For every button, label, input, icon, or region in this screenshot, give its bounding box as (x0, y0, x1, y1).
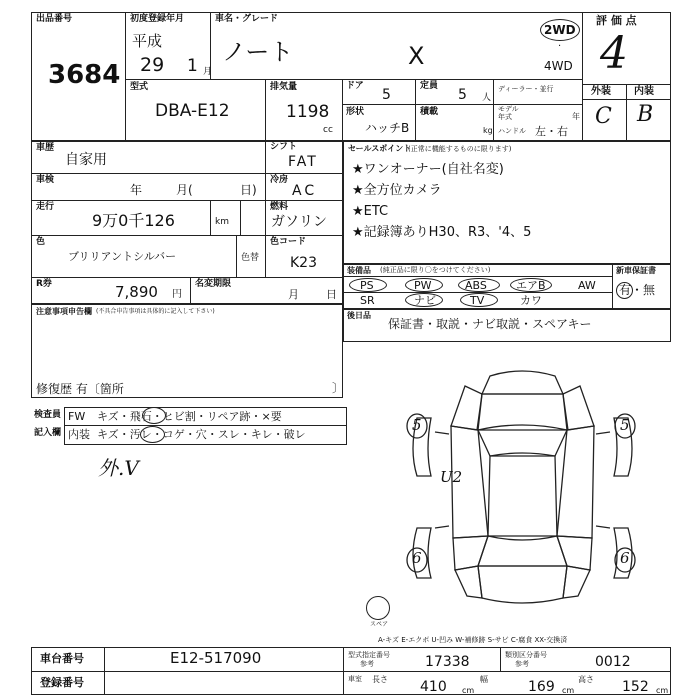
equip-pw: PW (414, 279, 432, 292)
model-label: 型式 (130, 82, 149, 92)
selling-points-frame (343, 141, 671, 264)
circled-dirt (140, 426, 165, 443)
color: ブリリアントシルバー (68, 250, 177, 263)
chassis-label: 車台番号 (40, 652, 84, 665)
equipment-label: 装備品 (347, 266, 371, 275)
first-reg-label: 初度登録年月 (130, 14, 185, 24)
door-label: ドア (346, 81, 364, 91)
mileage: 9万0千126 (92, 211, 175, 230)
equip-tv: TV (470, 294, 485, 307)
name-change-label: 名変期限 (195, 279, 232, 289)
length-unit: cm (462, 686, 475, 695)
selling-points-sublabel: (正常に機能するものに限ります) (408, 145, 512, 153)
name-change-month: 月 (288, 288, 299, 301)
reg-label: 登録番号 (40, 676, 84, 689)
inspector-label-2: 記入欄 (34, 428, 62, 438)
inspector-row1: キズ・飛石・ヒビ割・リペア跡・×要 (97, 410, 282, 423)
reg-month: 1 (187, 56, 198, 76)
mark-front-right: 5 (620, 416, 630, 434)
spare-label: スペア (370, 621, 389, 628)
type-designation-label: 型式指定番号 (348, 651, 390, 659)
width: 169 (528, 679, 555, 695)
exterior-grade: C (595, 104, 612, 129)
handle-label: ハンドル (498, 127, 526, 135)
class: 0012 (595, 654, 631, 670)
drive-2wd: 2WD (544, 23, 576, 37)
dealer-label: ディーラー・並行 (498, 85, 554, 93)
width-unit: cm (562, 686, 575, 695)
car-name-label: 車名・グレード (215, 14, 279, 24)
kg-unit: kg (483, 126, 493, 135)
class-ref: 参考 (515, 660, 529, 668)
drive-separator: · (558, 41, 562, 52)
fuel: ガソリン (271, 214, 327, 230)
model: DBA-E12 (155, 101, 230, 121)
month-unit: 月 (203, 67, 213, 77)
mark-rear-left: 6 (412, 549, 422, 567)
color-label: 色 (36, 237, 46, 247)
car-name: ノート (222, 38, 294, 66)
inspection-month-unit: 月( (176, 183, 193, 197)
inspector-label-1: 検査員 (34, 410, 62, 420)
drive-4wd: 4WD (544, 59, 573, 73)
lot-number: 3684 (48, 60, 121, 90)
eval-label: 評 価 点 (596, 14, 637, 27)
history-label: 車歴 (36, 143, 55, 153)
model-year-label-2: 年式 (498, 113, 512, 121)
equip-navi: ナビ (414, 294, 436, 307)
equip-leather: カワ (520, 294, 542, 307)
class-label: 類別区分番号 (505, 651, 547, 659)
capacity: 5 (458, 87, 467, 103)
equipment-sublabel: (純正品に限り〇をつけてください) (380, 266, 491, 274)
fuel-label: 燃料 (270, 202, 289, 212)
height: 152 (622, 679, 649, 695)
ac-label: 冷房 (270, 175, 289, 185)
capacity-label: 定員 (420, 81, 439, 91)
spare-tire-icon (366, 596, 390, 620)
inspector-handwritten: 外.V (98, 456, 139, 480)
chassis: E12-517090 (170, 649, 262, 667)
circled-stone-chip (142, 407, 166, 424)
lot-label: 出品番号 (36, 14, 73, 24)
interior-grade: B (637, 102, 654, 127)
notes-sublabel: (不具合申告事項は具体的に記入して下さい) (96, 308, 215, 315)
height-unit: cm (656, 686, 669, 695)
reg-year: 29 (140, 54, 165, 76)
grade: X (408, 42, 425, 70)
inspection-year-unit: 年 (130, 183, 143, 197)
height-label: 高さ (578, 675, 594, 684)
equip-sr: SR (360, 294, 375, 307)
mark-front-left: 5 (412, 416, 422, 434)
repair-history: 修復歴 有〔箇所 (36, 382, 124, 396)
interior-size-label: 車室 (348, 675, 362, 683)
selling-point-3: ★ETC (352, 204, 389, 219)
body: ハッチB (365, 121, 410, 135)
notes-label: 注意事項申告欄 (36, 307, 92, 316)
ac: AC (292, 183, 318, 199)
equip-aw: AW (578, 279, 596, 292)
displacement: 1198 (286, 102, 330, 122)
inspection-label: 車検 (36, 175, 55, 185)
name-change-day: 日 (326, 288, 337, 301)
equip-abs: ABS (465, 279, 487, 292)
width-label: 幅 (480, 675, 488, 684)
person-unit: 人 (482, 93, 492, 103)
warranty-label: 新車保証書 (616, 266, 656, 275)
recycle-amount: 7,890 (115, 283, 158, 301)
inspection-day-unit: 日) (240, 183, 257, 197)
yen-unit: 円 (172, 289, 182, 300)
recycle-label: R券 (36, 279, 52, 289)
history-value: 自家用 (65, 152, 107, 168)
era: 平成 (132, 32, 163, 50)
selling-points-label: セールスポイント (348, 144, 412, 153)
type-designation: 17338 (425, 654, 470, 670)
mark-rear-right: 6 (620, 549, 630, 567)
selling-point-4: ★記録簿ありH30、R3、'4、5 (352, 225, 532, 240)
selling-point-1: ★ワンオーナー(自社名変) (352, 162, 504, 177)
eval-score: 4 (600, 28, 628, 79)
exterior-label: 外装 (591, 86, 611, 97)
equip-ps: PS (360, 279, 374, 292)
door: 5 (382, 87, 391, 103)
equip-airbag: エアB (516, 279, 546, 292)
cc-unit: cc (323, 125, 333, 135)
shift: FAT (288, 154, 318, 170)
inspector-interior: 内装 (68, 428, 90, 441)
mark-center: U2 (440, 468, 463, 486)
body-label: 形状 (346, 107, 365, 117)
handle: 左・右 (535, 125, 568, 138)
color-code: K23 (290, 255, 317, 271)
type-designation-ref: 参考 (360, 660, 374, 668)
km-unit: km (215, 217, 229, 227)
selling-point-2: ★全方位カメラ (352, 183, 442, 198)
car-body-diagram (395, 358, 650, 623)
color-change-label: 色替 (241, 253, 260, 263)
model-year-label-1: モデル (498, 105, 519, 113)
load-label: 積載 (420, 107, 439, 117)
length: 410 (420, 679, 447, 695)
interior-label: 内装 (634, 86, 654, 97)
length-label: 長さ (372, 675, 388, 684)
displacement-label: 排気量 (270, 82, 298, 92)
mileage-label: 走行 (36, 202, 55, 212)
year-unit: 年 (572, 112, 580, 121)
warranty: 有・無 (619, 283, 656, 297)
shift-label: シフト (270, 142, 298, 152)
color-code-label: 色コード (270, 237, 307, 247)
repair-close: 〕 (332, 381, 345, 395)
remarks-label: 後日品 (347, 311, 371, 320)
inspector-fw: FW (68, 410, 86, 423)
remarks-value: 保証書・取説・ナビ取説・スペアキー (388, 317, 592, 331)
diagram-legend: A-キズ E-エクボ U-凹み W-補修跡 S-サビ C-腐食 XX-交換済 (378, 636, 568, 644)
inspector-row2: キズ・汚レ・コゲ・穴・スレ・キレ・破レ (97, 428, 306, 441)
